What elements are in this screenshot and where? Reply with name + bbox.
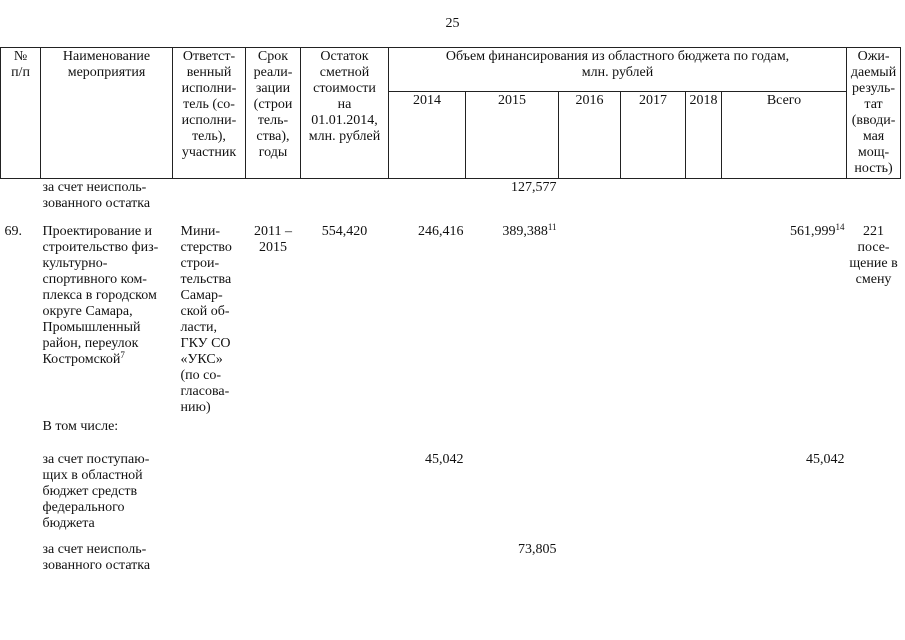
row-label: за счет неисполь- зованного остатка (42, 541, 151, 573)
table-row (1, 541, 901, 575)
including-label: В том числе: (42, 418, 119, 434)
financing-table (0, 47, 901, 575)
footnote-marker: 11 (547, 221, 557, 232)
table-header (1, 48, 901, 179)
header-year-2015: 2015 (466, 92, 559, 179)
row-label-line: за счет неисполь- (42, 180, 147, 195)
header-year-2016: 2016 (559, 92, 621, 179)
value-2015: 73,805 (518, 541, 557, 557)
item-result: 221 посе- щение в смену (849, 223, 898, 287)
row-label-line: зованного остатка (42, 196, 151, 211)
header-balance: Остаток сметной стоимости на 01.01.2014, млн. рублей (301, 48, 389, 179)
value-2014: 45,042 (425, 451, 464, 467)
row-label: за счет поступаю- щих в областной бюджет средств федерального бюджета (42, 451, 150, 531)
header-total: Всего (722, 92, 847, 179)
header-event-name: Наименование мероприятия (41, 48, 173, 179)
table-row (1, 223, 901, 417)
value-2014: 246,416 (418, 223, 464, 239)
item-balance: 554,420 (321, 223, 368, 239)
header-number: № п/п (1, 48, 41, 179)
item-name: Проектирование и строительство физ- культурно- спортивного ком- плекса в городском округе Самара, Промышленный район, переулок Костромской$^7$ (42, 223, 159, 367)
header-responsible: Ответст- венный исполни- тель (со- исполни- тель), участник (173, 48, 246, 179)
header-term: Срок реали- зации (строи тель- ства), годы (246, 48, 301, 179)
table-row (1, 417, 901, 451)
item-responsible: Мини- стерство строи- тельства Самар- ской об- ласти, ГКУ СО «УКС» (по со- гласова- нию) (180, 223, 232, 415)
value-2015: 127,577 (511, 180, 557, 195)
value-total: 561,999$^{14}$ (790, 221, 845, 239)
page-number: 25 (445, 16, 460, 31)
table-row (1, 451, 901, 541)
footnote-marker: 7 (120, 349, 125, 360)
table-row (1, 179, 901, 223)
header-year-2017: 2017 (621, 92, 686, 179)
row-label (41, 179, 173, 223)
header-result: Ожи- даемый резуль- тат (вводи- мая мощ- ность) (847, 48, 901, 179)
value-total: 45,042 (806, 451, 845, 467)
value-2015: 389,388$^{11}$ (502, 221, 557, 239)
item-number: 69. (4, 223, 22, 239)
header-year-2018: 2018 (686, 92, 722, 179)
footnote-marker: 14 (835, 221, 845, 232)
header-financing: Объем финансирования из областного бюджета по годам, млн. рублей (389, 48, 847, 92)
header-year-2014: 2014 (389, 92, 466, 179)
item-term: 2011 – 2015 (254, 223, 292, 255)
